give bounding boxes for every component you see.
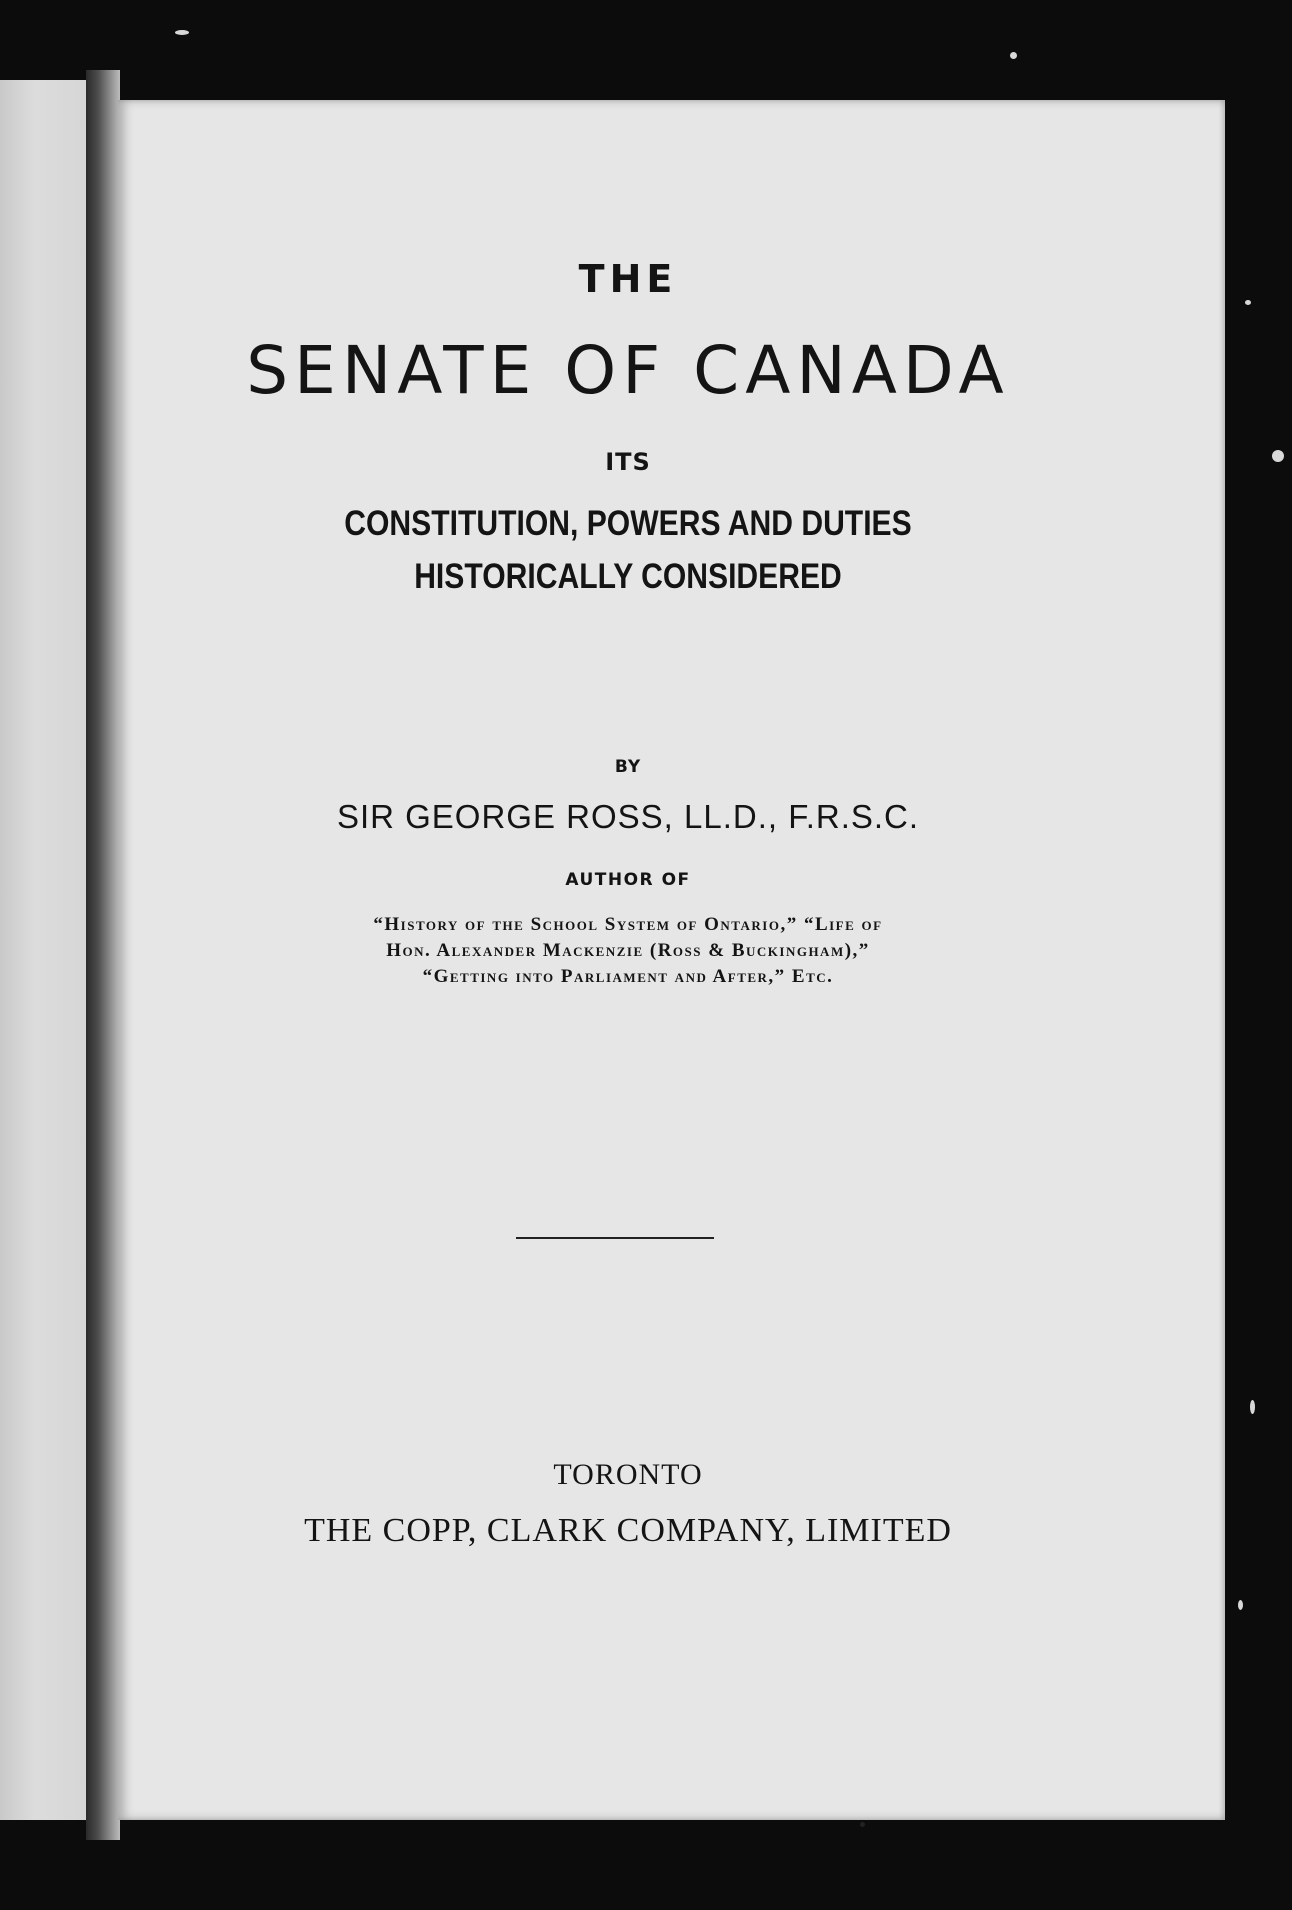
author-name: SIR GEORGE ROSS, LL.D., F.R.S.C.	[336, 798, 920, 835]
scan-speck	[1238, 1600, 1243, 1610]
author-of-label: AUTHOR OF	[565, 870, 691, 890]
subtitle-line-2: HISTORICALLY CONSIDERED	[414, 557, 842, 596]
facing-page-edge	[0, 80, 86, 1820]
book-title: SENATE OF CANADA	[246, 332, 1010, 409]
title-page	[118, 100, 1225, 1820]
scan-speck	[1245, 300, 1251, 305]
other-works-line-3: “Getting into Parliament and After,” Etc.	[422, 966, 834, 987]
book-gutter	[86, 70, 120, 1840]
other-works-line-2: Hon. Alexander Mackenzie (Ross & Buckingham),”	[386, 940, 870, 961]
publication-city: TORONTO	[553, 1458, 703, 1491]
scan-speck	[175, 30, 189, 35]
scan-speck	[1272, 450, 1284, 462]
its-label: ITS	[605, 448, 651, 476]
publisher-name: THE COPP, CLARK COMPANY, LIMITED	[304, 1512, 952, 1549]
subtitle-line-1: CONSTITUTION, POWERS AND DUTIES	[344, 504, 912, 543]
scan-speck	[1010, 52, 1017, 59]
other-works-line-1: “History of the School System of Ontario,” “Life of	[373, 914, 883, 935]
title-article: THE	[578, 257, 678, 301]
horizontal-rule	[516, 1237, 714, 1239]
by-label: BY	[614, 757, 642, 777]
scan-speck	[1250, 1400, 1255, 1414]
scan-speck	[860, 1822, 865, 1827]
